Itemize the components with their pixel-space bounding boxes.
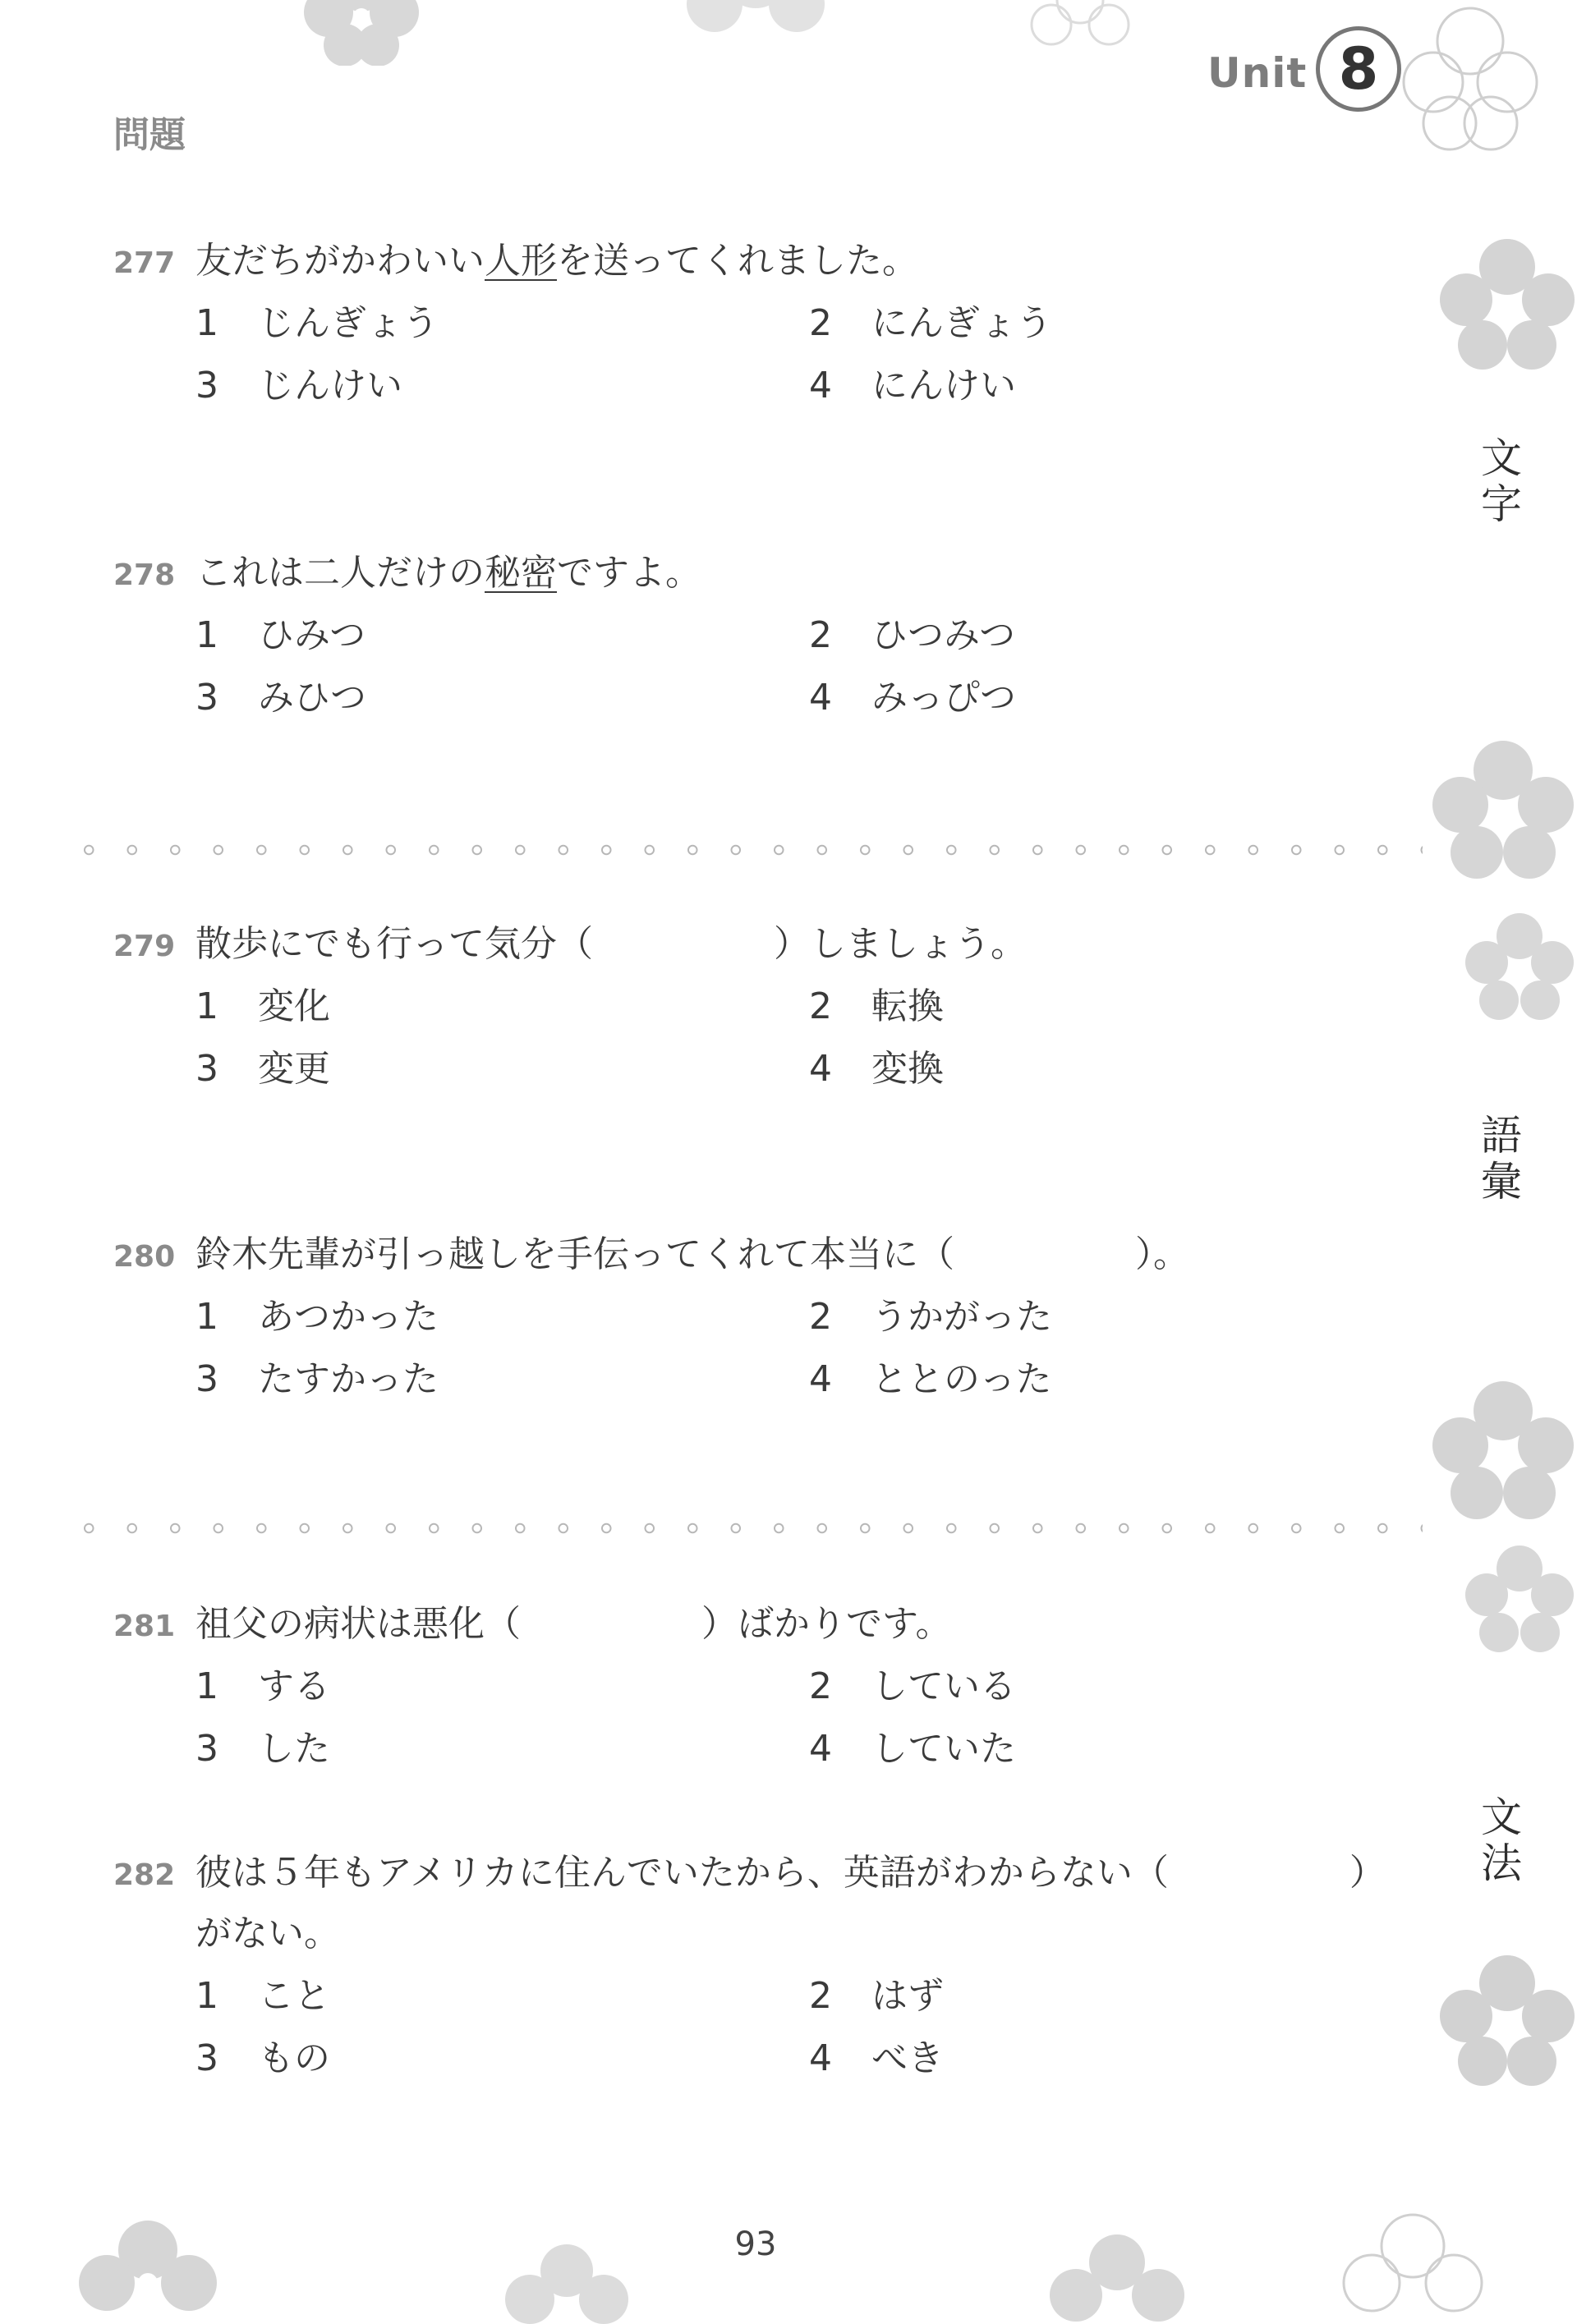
- unit-number-badge: 8: [1316, 26, 1401, 112]
- question-stem: [113, 921, 1027, 970]
- question-278: [0, 550, 1462, 731]
- option-4[interactable]: 4 みっぴつ: [809, 677, 1016, 719]
- question-280: [0, 1232, 1462, 1412]
- question-number: 279: [113, 930, 176, 963]
- option-3[interactable]: 3 みひつ: [195, 677, 366, 719]
- flower-decoration: [1462, 912, 1577, 1027]
- question-279: [0, 921, 1462, 1102]
- question-text: 祖父の病状は悪化（ ）ばかりです。: [195, 1603, 952, 1645]
- section-label: 問題: [113, 114, 186, 156]
- question-text: これは二人だけの秘密ですよ。: [195, 552, 701, 594]
- question-282: [0, 1850, 1462, 2097]
- page-number: 93: [734, 2225, 777, 2263]
- option-2[interactable]: 2 ひつみつ: [809, 614, 1016, 656]
- underlined-word: 人形: [485, 240, 557, 282]
- option-1[interactable]: 1 ひみつ: [195, 614, 366, 656]
- question-stem: [113, 238, 918, 287]
- question-stem: [113, 1232, 1189, 1280]
- question-stem: [113, 1850, 1386, 1899]
- unit-label: Unit: [1207, 49, 1308, 97]
- option-3[interactable]: 3 変更: [195, 1048, 330, 1090]
- option-3[interactable]: 3 もの: [195, 2037, 330, 2079]
- question-text: 彼は５年もアメリカに住んでいたから、英語がわからない（ ）: [195, 1852, 1386, 1894]
- dotted-separator: [67, 843, 1423, 857]
- question-stem: [113, 550, 701, 599]
- underlined-word: 秘密: [485, 552, 557, 594]
- question-text: 散歩にでも行って気分（ ）しましょう。: [195, 923, 1027, 965]
- option-1[interactable]: 1 じんぎょう: [195, 302, 439, 344]
- question-number: 277: [113, 246, 176, 280]
- question-number: 278: [113, 558, 176, 592]
- option-2[interactable]: 2 している: [809, 1665, 1016, 1707]
- side-tab-bunpo: 文法: [1481, 1794, 1522, 1887]
- option-4[interactable]: 4 していた: [809, 1728, 1016, 1770]
- question-stem: [113, 1601, 951, 1650]
- option-4[interactable]: 4 ととのった: [809, 1358, 1052, 1400]
- question-number: 282: [113, 1858, 176, 1892]
- flower-decoration: [296, 0, 427, 66]
- side-tab-moji: 文字: [1481, 434, 1522, 528]
- side-tab-goi: 語彙: [1481, 1112, 1522, 1206]
- option-3[interactable]: 3 した: [195, 1728, 330, 1770]
- option-2[interactable]: 2 にんぎょう: [809, 302, 1052, 344]
- flower-decoration: [1018, 0, 1142, 57]
- option-1[interactable]: 1 する: [195, 1665, 330, 1707]
- option-2[interactable]: 2 はず: [809, 1975, 944, 2017]
- question-number: 280: [113, 1240, 176, 1274]
- option-4[interactable]: 4 べき: [809, 2037, 944, 2079]
- option-2[interactable]: 2 うかがった: [809, 1296, 1052, 1338]
- question-text: 鈴木先輩が引っ越しを手伝ってくれて本当に（ ）。: [195, 1233, 1189, 1275]
- option-1[interactable]: 1 こと: [195, 1975, 330, 2017]
- option-3[interactable]: 3 じんけい: [195, 365, 402, 406]
- flower-decoration: [1388, 0, 1552, 156]
- option-4[interactable]: 4 変換: [809, 1048, 944, 1090]
- question-text-continued: がない。: [195, 1913, 340, 1954]
- option-4[interactable]: 4 にんけい: [809, 365, 1016, 406]
- flower-decoration: [1462, 1544, 1577, 1659]
- question-281: [0, 1601, 1462, 1782]
- option-3[interactable]: 3 たすかった: [195, 1358, 439, 1400]
- option-2[interactable]: 2 転換: [809, 985, 944, 1027]
- question-number: 281: [113, 1610, 176, 1643]
- dotted-separator: [67, 1521, 1423, 1536]
- flower-decoration: [674, 0, 838, 49]
- flower-decoration: [1429, 739, 1577, 887]
- question-277: [0, 238, 1462, 419]
- option-1[interactable]: 1 あつかった: [195, 1296, 439, 1338]
- option-1[interactable]: 1 変化: [195, 985, 330, 1027]
- question-text: 友だちがかわいい人形を送ってくれました。: [195, 240, 918, 282]
